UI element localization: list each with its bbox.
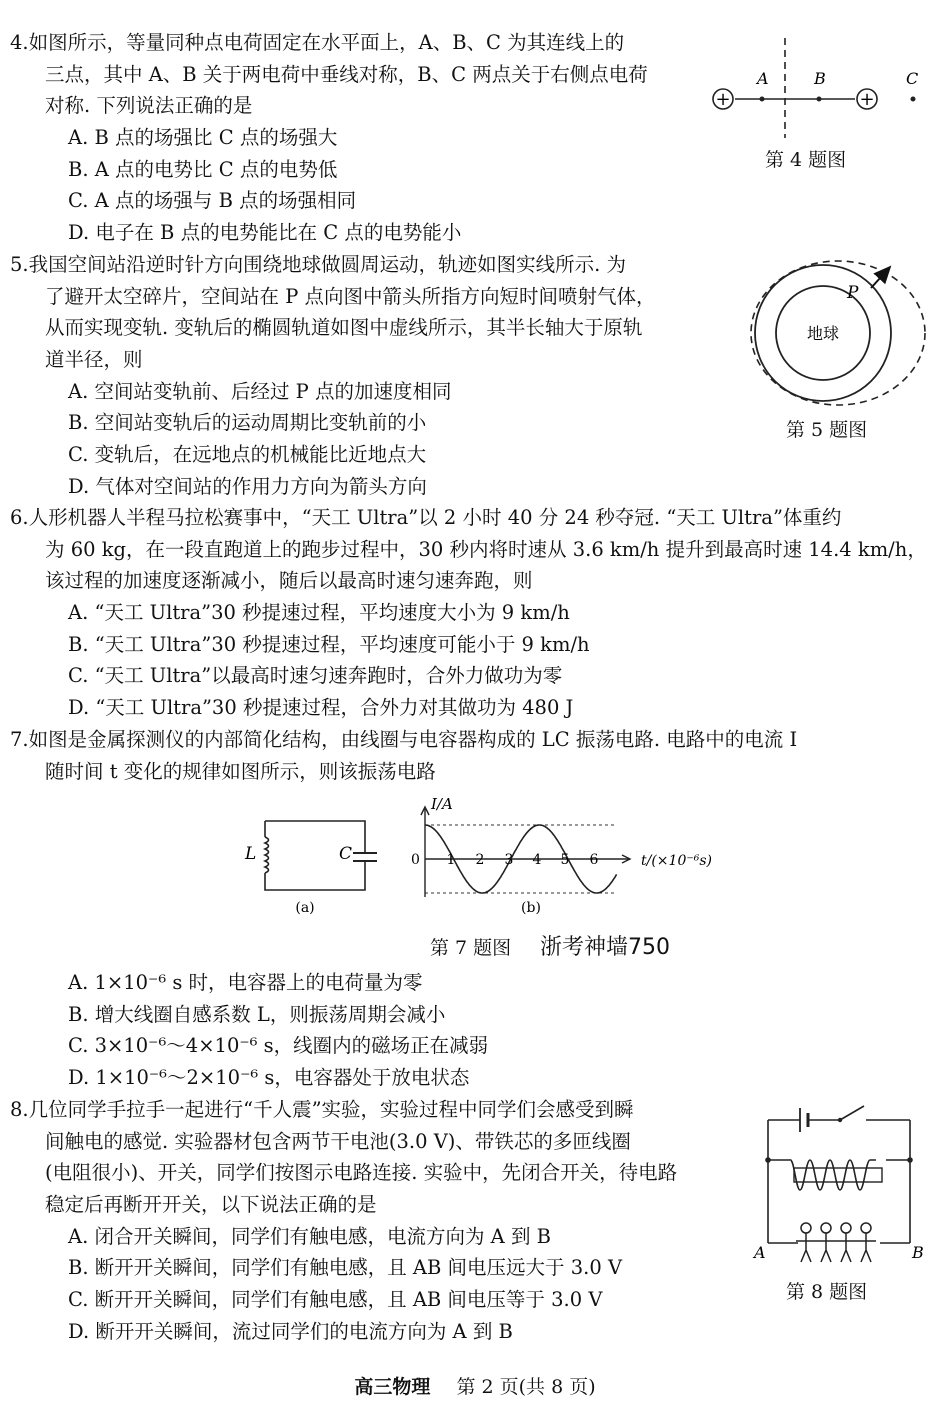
q4-stem-line: 4.如图所示，等量同种点电荷固定在水平面上，A、B、C 为其连线上的 xyxy=(10,31,625,54)
q5-stem-line: 了避开太空碎片，空间站在 P 点向图中箭头所指方向短时间喷射气体， xyxy=(45,285,656,308)
q8-caption: 第 8 题图 xyxy=(786,1281,868,1303)
q4-caption: 第 4 题图 xyxy=(765,149,847,171)
q7-option-a: A. 1×10⁻⁶ s 时，电容器上的电荷量为零 xyxy=(68,971,423,994)
switch-icon xyxy=(840,1106,864,1120)
q5-option-b: B. 空间站变轨后的运动周期比变轨前的小 xyxy=(68,411,427,434)
q4-option-c: C. A 点的场强与 B 点的场强相同 xyxy=(68,189,357,212)
y-axis-label: I/A xyxy=(431,795,453,813)
q6-option-c: C. “天工 Ultra”以最高时速匀速奔跑时，合外力做功为零 xyxy=(68,664,563,687)
q4-figure xyxy=(705,30,935,145)
point-a xyxy=(760,97,765,102)
q5-figure xyxy=(740,255,945,415)
q5-option-d: D. 气体对空间站的作用力方向为箭头方向 xyxy=(68,475,427,498)
page-footer xyxy=(0,1372,950,1399)
q8-stem-line: (电阻很小)、开关，同学们按图示电路连接. 实验中，先闭合开关，待电路 xyxy=(45,1161,678,1184)
inductor-label: L xyxy=(245,844,257,864)
q6-stem-line: 该过程的加速度逐渐减小，随后以最高时速匀速奔跑，则 xyxy=(45,569,533,592)
q5-stem-line: 5.我国空间站沿逆时针方向围绕地球做圆周运动，轨迹如图实线所示. 为 xyxy=(10,253,627,276)
right-charge-sign: + xyxy=(859,89,875,110)
student-body xyxy=(796,1233,816,1262)
sub-label-a: (a) xyxy=(295,900,315,916)
tick-label: 2 xyxy=(475,852,485,868)
q6-option-a: A. “天工 Ultra”30 秒提速过程，平均速度大小为 9 km/h xyxy=(68,601,570,624)
q6-stem-line: 6.人形机器人半程马拉松赛事中，“天工 Ultra”以 2 小时 40 分 24 秒夺冠. “天工 Ultra”体重约 xyxy=(10,506,842,529)
q7-option-d: D. 1×10⁻⁶～2×10⁻⁶ s，电容器处于放电状态 xyxy=(68,1066,470,1089)
tick-label: 1 xyxy=(446,852,456,868)
student-head xyxy=(821,1223,831,1233)
students-icon xyxy=(796,1223,876,1262)
inductor-coil xyxy=(265,837,269,873)
q8-stem-line: 间触电的感觉. 实验器材包含两节干电池(3.0 V)、带铁芯的多匝线圈 xyxy=(45,1130,631,1153)
label-b: B xyxy=(814,69,826,88)
earth-label: 地球 xyxy=(806,324,840,343)
student-body xyxy=(816,1233,836,1262)
q8-option-a: A. 闭合开关瞬间，同学们有触电感，电流方向为 A 到 B xyxy=(68,1225,551,1248)
thrust-arrow xyxy=(871,267,890,288)
student-body xyxy=(836,1233,856,1262)
q6-option-b: B. “天工 Ultra”30 秒提速过程，平均速度可能小于 9 km/h xyxy=(68,633,590,656)
current-graph xyxy=(411,795,712,916)
student-head xyxy=(841,1223,851,1233)
q5-stem-line: 从而实现变轨. 变轨后的椭圆轨道如图中虚线所示，其半长轴大于原轨 xyxy=(45,316,643,339)
tick-label: 5 xyxy=(560,852,570,868)
q8-option-c: C. 断开开关瞬间，同学们有触电感，且 AB 间电压等于 3.0 V xyxy=(68,1288,603,1311)
q4-stem-line: 三点，其中 A、B 关于两电荷中垂线对称，B、C 两点关于右侧点电荷 xyxy=(45,63,648,86)
q8-option-b: B. 断开开关瞬间，同学们有触电感，且 AB 间电压远大于 3.0 V xyxy=(68,1256,623,1279)
q4-option-b: B. A 点的电势比 C 点的电势低 xyxy=(68,158,338,181)
tick-label: 3 xyxy=(504,852,514,868)
q8-stem-line: 8.几位同学手拉手一起进行“千人震”实验，实验过程中同学们会感受到瞬 xyxy=(10,1098,634,1121)
tick-label: 6 xyxy=(589,852,599,868)
q8-option-d: D. 断开开关瞬间，流过同学们的电流方向为 A 到 B xyxy=(68,1320,513,1343)
student-body xyxy=(856,1233,876,1262)
q7-stem-line: 随时间 t 变化的规律如图所示，则该振荡电路 xyxy=(45,760,436,783)
point-p-label: P xyxy=(847,283,859,303)
q4-stem-line: 对称. 下列说法正确的是 xyxy=(45,94,253,117)
q8-figure xyxy=(750,1100,930,1270)
q8-stem-line: 稳定后再断开开关，以下说法正确的是 xyxy=(45,1193,377,1216)
label-b: B xyxy=(912,1243,924,1262)
lc-circuit xyxy=(244,821,377,916)
footer-subject: 高三物理 xyxy=(354,1376,431,1398)
sub-label-b: (b) xyxy=(521,900,541,916)
origin-label: 0 xyxy=(411,852,420,868)
capacitor-label: C xyxy=(339,844,353,864)
q5-option-a: A. 空间站变轨前、后经过 P 点的加速度相同 xyxy=(68,380,452,403)
label-c: C xyxy=(906,69,919,88)
student-head xyxy=(861,1223,871,1233)
x-axis-label: t/(×10⁻⁶s) xyxy=(641,853,712,869)
point-c xyxy=(911,97,916,102)
label-a: A xyxy=(754,1243,766,1262)
label-a: A xyxy=(757,69,769,88)
q4-option-d: D. 电子在 B 点的电势能比在 C 点的电势能小 xyxy=(68,221,462,244)
q5-stem-line: 道半径，则 xyxy=(45,348,143,371)
q5-option-c: C. 变轨后，在远地点的机械能比近地点大 xyxy=(68,443,427,466)
footer-page-number: 第 2 页(共 8 页) xyxy=(456,1376,596,1398)
student-head xyxy=(801,1223,811,1233)
q7-option-c: C. 3×10⁻⁶～4×10⁻⁶ s，线圈内的磁场正在减弱 xyxy=(68,1034,489,1057)
iron-core xyxy=(794,1168,882,1182)
q7-stem-line: 7.如图是金属探测仪的内部简化结构，由线圈与电容器构成的 LC 振荡电路. 电路中的电流 I xyxy=(10,728,798,751)
watermark-text: 浙考神墙750 xyxy=(540,935,670,960)
left-charge-sign: + xyxy=(715,89,731,110)
point-b xyxy=(817,97,822,102)
q7-option-b: B. 增大线圈自感系数 L，则振荡周期会减小 xyxy=(68,1003,446,1026)
tick-label: 4 xyxy=(532,852,542,868)
q4-option-a: A. B 点的场强比 C 点的场强大 xyxy=(68,126,338,149)
q6-stem-line: 为 60 kg，在一段直跑道上的跑步过程中，30 秒内将时速从 3.6 km/h 提升到最高时速 14.4 km/h， xyxy=(45,538,927,561)
q7-figure xyxy=(235,795,720,920)
q6-option-d: D. “天工 Ultra”30 秒提速过程，合外力对其做功为 480 J xyxy=(68,696,574,719)
q5-caption: 第 5 题图 xyxy=(786,419,868,441)
q7-caption: 第 7 题图 xyxy=(430,937,512,959)
